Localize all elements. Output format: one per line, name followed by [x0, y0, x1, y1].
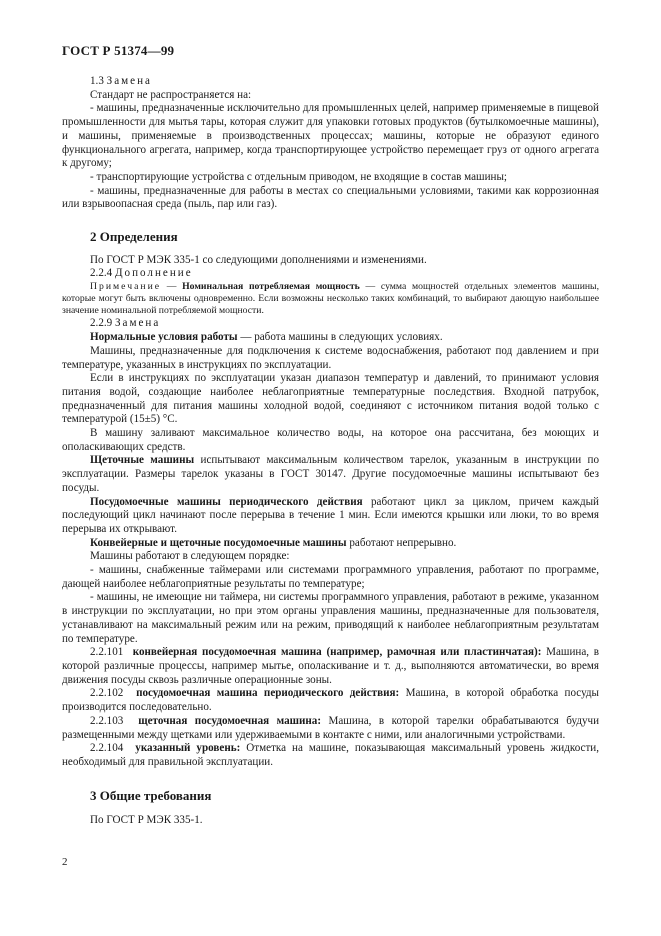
normal-conditions-paragraph: Нормальные условия работы — работа машины в следующих условиях. [90, 331, 443, 344]
document-code-header: ГОСТ Р 51374—99 [62, 43, 175, 58]
section-3-heading: 3 Общие требования [90, 787, 212, 803]
page-number: 2 [62, 856, 68, 868]
definition-2-2-104: 2.2.104 указанный уровень: Отметка на машине, показывающая максимальный уровень жидкости, необходимый для правильной эксплуатации. [62, 742, 600, 768]
clause-2-2-9-label: 2.2.9 Замена [90, 317, 161, 330]
definition-2-2-101: 2.2.101 конвейерная посудомоечная машина (например, рамочная или пластинчатая): Машина, в которой различные процессы, например мытье, ополаскивание и т. д., выполняются автоматически, во время движения посуды сквозь различные операционные зоны. [62, 646, 599, 686]
note-paragraph: Примечание — Номинальная потребляемая мощность — сумма мощностей отдельных элементов машины, которые могут быть включены одновременно. Если возможны несколько таких комбинаций, то выбирают дающую наибольшее значение номинальной потребляемой мощности. [62, 281, 599, 317]
clause-1-3-label: 1.3 Замена [90, 75, 152, 87]
conveyor-machines-paragraph: Конвейерные и щеточные посудомоечные машины работают непрерывно. [90, 536, 457, 549]
brush-machines-paragraph: Щеточные машины испытывают максимальным количеством тарелок, указанным в инструкции по эксплуатации. Размеры тарелок указаны в ГОСТ 30147. Другие посудомоечные машины испытывают без посуды. [62, 454, 600, 494]
periodic-machines-paragraph: Посудомоечные машины периодического действия работают цикл за циклом, причем каждый последующий цикл начинают после перерыва в течение 1 мин. Если имеются крышки или люки, то во время перерыва их открывают. [62, 495, 599, 535]
clause-1-3-line: - транспортирующие устройства с отдельным приводом, не входящие в состав машины; [90, 170, 507, 183]
temperature-range-paragraph: Если в инструкциях по эксплуатации указан диапазон температур и давлений, то принимают условия питания водой, создающие наиболее неблагоприятные температурные последствия. Входной патрубок, предназначенный для питания машины холодной водой, соединяют с источником питания водой только с температурой (15±5) °С. [62, 372, 599, 426]
water-supply-paragraph: Машины, предназначенные для подключения к системе водоснабжения, работают под давлением и при температуре, указанных в инструкциях по эксплуатации. [62, 344, 599, 371]
document-body [62, 75, 599, 828]
definition-2-2-102: 2.2.102 посудомоечная машина периодического действия: Машина, в которой обработка посуды производится последовательно. [62, 687, 600, 714]
water-fill-paragraph: В машину заливают максимальное количество воды, на которое она рассчитана, без моющих и ополаскивающих средств. [62, 427, 599, 453]
clause-1-3-line: Стандарт не распространяется на: [90, 88, 252, 101]
operation-order-intro: Машины работают в следующем порядке: [90, 550, 290, 563]
section-2-heading: 2 Определения [90, 229, 178, 245]
section-2-intro: По ГОСТ Р МЭК 335-1 со следующими дополнениями и изменениями. [90, 253, 427, 266]
operation-order-item: - машины, снабженные таймерами или системами программного управления, работают по программе, дающей наиболее неблагоприятные результаты по температуре; [62, 564, 599, 590]
clause-1-3-line: - машины, предназначенные исключительно для промышленных целей, например применяемые в пищевой промышленности для мытья тары, которая служит для упаковки готовых продуктов (бутылкомоечные машины), и машины, применяемые в производственных процессах; машины, которые не образуют единого функционального агрегата, например, когда транспортирующее устройство перемещает груз от одного агрегата к другому; [62, 102, 599, 170]
definition-2-2-103: 2.2.103 щеточная посудомоечная машина: Машина, в которой тарелки обрабатываются будучи размещенными между щетками или удерживаемыми в контакте с ними, или аналогичными устройствами. [62, 714, 600, 741]
clause-1-3-line: - машины, предназначенные для работы в местах со специальными условиями, такими как коррозионная или взрывоопасная среда (пыль, пар или газ). [62, 184, 599, 211]
clause-2-2-4-label: 2.2.4 Дополнение [90, 267, 193, 280]
operation-order-item: - машины, не имеющие ни таймера, ни системы программного управления, работают в режиме, указанном в инструкции по эксплуатации, но при этом органы управления машины, предназначенные для пользователя, устанавливают на максимальный режим или на режим, приводящий к наиболее неблагоприятным результатам по температуре. [62, 591, 599, 645]
section-3-text: По ГОСТ Р МЭК 335-1. [90, 814, 203, 827]
note-term: Номинальная потребляемая мощность [182, 281, 360, 293]
